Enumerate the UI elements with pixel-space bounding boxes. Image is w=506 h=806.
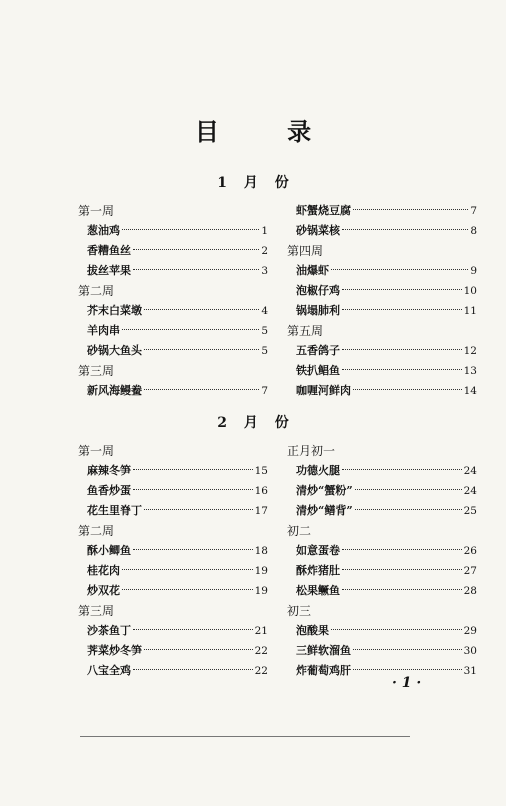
dot-leader xyxy=(342,309,462,310)
toc-entry[interactable] xyxy=(287,361,477,381)
dot-leader xyxy=(133,269,259,270)
toc-entry[interactable] xyxy=(287,641,477,661)
recipe-name: 五香鸽子 xyxy=(296,344,340,357)
toc-entry[interactable] xyxy=(287,301,477,321)
section-heading: 初二 xyxy=(287,524,312,538)
toc-entry[interactable] xyxy=(287,381,477,401)
toc-entry[interactable] xyxy=(78,301,268,321)
page-ref: 19 xyxy=(254,565,268,577)
toc-entry[interactable] xyxy=(287,261,477,281)
dot-leader xyxy=(144,509,253,510)
dot-leader xyxy=(342,569,462,570)
recipe-name: 油爆虾 xyxy=(296,264,329,277)
recipe-name: 松果鳜鱼 xyxy=(296,584,340,597)
page-ref: 14 xyxy=(463,385,477,397)
footer-rule xyxy=(80,736,410,737)
recipe-name: 咖喱河鲜肉 xyxy=(296,384,351,397)
page-ref: 11 xyxy=(463,305,477,317)
recipe-name: 新风海鳗鲞 xyxy=(87,384,142,397)
section-heading: 初三 xyxy=(287,604,312,618)
month-heading: 2 月 份 xyxy=(217,415,289,431)
toc-entry[interactable] xyxy=(78,501,268,521)
page-ref: 27 xyxy=(463,565,477,577)
dot-leader xyxy=(144,349,259,350)
dot-leader xyxy=(355,489,462,490)
toc-entry[interactable] xyxy=(78,581,268,601)
toc-entry[interactable] xyxy=(287,341,477,361)
section-heading: 第一周 xyxy=(78,204,115,218)
recipe-name: 如意蛋卷 xyxy=(296,544,340,557)
recipe-name: 芥末白菜墩 xyxy=(87,304,142,317)
toc-entry[interactable] xyxy=(287,541,477,561)
page-ref: 15 xyxy=(254,465,268,477)
section-heading: 正月初一 xyxy=(287,444,336,458)
page-ref: 25 xyxy=(463,505,477,517)
page-ref: 4 xyxy=(261,305,268,317)
page-number: · 1 · xyxy=(392,675,422,691)
dot-leader xyxy=(342,369,462,370)
month-heading: 1 月 份 xyxy=(217,175,289,191)
recipe-name: 锅塌肺利 xyxy=(296,304,340,317)
page-ref: 7 xyxy=(470,205,477,217)
page-ref: 5 xyxy=(261,345,268,357)
page-ref: 1 xyxy=(261,225,268,237)
toc-entry[interactable] xyxy=(287,561,477,581)
page-ref: 30 xyxy=(463,645,477,657)
recipe-name: 八宝全鸡 xyxy=(87,664,131,677)
toc-entry[interactable] xyxy=(78,241,268,261)
recipe-name: 铁扒鲳鱼 xyxy=(296,364,340,377)
dot-leader xyxy=(342,549,462,550)
dot-leader xyxy=(342,289,462,290)
recipe-name: 酥小鲫鱼 xyxy=(87,544,131,557)
toc-entry[interactable] xyxy=(287,501,477,521)
dot-leader xyxy=(122,229,259,230)
page-ref: 17 xyxy=(254,505,268,517)
recipe-name: 清炒“鳝背” xyxy=(296,504,353,517)
page-ref: 7 xyxy=(261,385,268,397)
recipe-name: 葱油鸡 xyxy=(87,224,120,237)
section-heading: 第二周 xyxy=(78,524,115,538)
dot-leader xyxy=(122,569,253,570)
toc-entry[interactable] xyxy=(78,221,268,241)
page-ref: 28 xyxy=(463,585,477,597)
page-ref: 16 xyxy=(254,485,268,497)
toc-entry[interactable] xyxy=(78,321,268,341)
toc-column xyxy=(78,441,268,681)
toc-entry[interactable] xyxy=(287,581,477,601)
page-ref: 9 xyxy=(470,265,477,277)
toc-entry[interactable] xyxy=(287,481,477,501)
toc-column xyxy=(287,201,477,401)
page-ref: 29 xyxy=(463,625,477,637)
recipe-name: 炒双花 xyxy=(87,584,120,597)
page-ref: 22 xyxy=(254,665,268,677)
page-ref: 26 xyxy=(463,545,477,557)
recipe-name: 香糟鱼丝 xyxy=(87,244,131,257)
recipe-name: 三鲜软溜鱼 xyxy=(296,644,351,657)
dot-leader xyxy=(342,229,468,230)
recipe-name: 炸葡萄鸡肝 xyxy=(296,664,351,677)
recipe-name: 羊肉串 xyxy=(87,324,120,337)
toc-entry[interactable] xyxy=(287,201,477,221)
page-ref: 21 xyxy=(254,625,268,637)
dot-leader xyxy=(133,669,253,670)
toc-entry[interactable] xyxy=(287,461,477,481)
section-heading: 第五周 xyxy=(287,324,324,338)
section-heading: 第三周 xyxy=(78,364,115,378)
page-ref: 12 xyxy=(463,345,477,357)
recipe-name: 麻辣冬笋 xyxy=(87,464,131,477)
recipe-name: 荠菜炒冬笋 xyxy=(87,644,142,657)
toc-entry[interactable] xyxy=(287,661,477,681)
toc-entry[interactable] xyxy=(287,621,477,641)
dot-leader xyxy=(342,589,462,590)
toc-entry[interactable] xyxy=(78,461,268,481)
toc-entry[interactable] xyxy=(287,221,477,241)
dot-leader xyxy=(133,489,253,490)
recipe-name: 沙茶鱼丁 xyxy=(87,624,131,637)
dot-leader xyxy=(353,389,462,390)
page-ref: 24 xyxy=(463,465,477,477)
page-ref: 24 xyxy=(463,485,477,497)
toc-entry[interactable] xyxy=(78,621,268,641)
toc-entry[interactable] xyxy=(78,481,268,501)
dot-leader xyxy=(144,649,253,650)
dot-leader xyxy=(355,509,462,510)
dot-leader xyxy=(353,669,462,670)
dot-leader xyxy=(133,249,259,250)
recipe-name: 花生里脊丁 xyxy=(87,504,142,517)
toc-entry[interactable] xyxy=(287,281,477,301)
recipe-name: 泡椒仔鸡 xyxy=(296,284,340,297)
dot-leader xyxy=(144,309,259,310)
recipe-name: 砂锅大鱼头 xyxy=(87,344,142,357)
dot-leader xyxy=(122,329,259,330)
recipe-name: 酥炸猪肚 xyxy=(296,564,340,577)
dot-leader xyxy=(353,209,468,210)
recipe-name: 鱼香炒蛋 xyxy=(87,484,131,497)
page-ref: 13 xyxy=(463,365,477,377)
recipe-name: 虾蟹烧豆腐 xyxy=(296,204,351,217)
page-ref: 3 xyxy=(261,265,268,277)
page-title: 目 录 xyxy=(194,117,342,146)
toc-entry[interactable] xyxy=(78,561,268,581)
page-ref: 8 xyxy=(470,225,477,237)
recipe-name: 功德火腿 xyxy=(296,464,340,477)
dot-leader xyxy=(331,629,462,630)
page-ref: 5 xyxy=(261,325,268,337)
recipe-name: 砂锅菜核 xyxy=(296,224,340,237)
page-ref: 2 xyxy=(261,245,268,257)
page-ref: 22 xyxy=(254,645,268,657)
toc-entry[interactable] xyxy=(78,381,268,401)
dot-leader xyxy=(342,469,462,470)
dot-leader xyxy=(331,269,468,270)
page-ref: 10 xyxy=(463,285,477,297)
section-heading: 第二周 xyxy=(78,284,115,298)
section-heading: 第四周 xyxy=(287,244,324,258)
toc-entry[interactable] xyxy=(78,641,268,661)
page-ref: 19 xyxy=(254,585,268,597)
recipe-name: 泡酸果 xyxy=(296,624,329,637)
page-ref: 31 xyxy=(463,665,477,677)
toc-entry[interactable] xyxy=(78,541,268,561)
dot-leader xyxy=(133,549,253,550)
toc-column xyxy=(78,201,268,401)
recipe-name: 拔丝苹果 xyxy=(87,264,131,277)
page-ref: 18 xyxy=(254,545,268,557)
section-heading: 第一周 xyxy=(78,444,115,458)
toc-entry[interactable] xyxy=(78,261,268,281)
dot-leader xyxy=(122,589,253,590)
toc-entry[interactable] xyxy=(78,341,268,361)
toc-column xyxy=(287,441,477,681)
dot-leader xyxy=(342,349,462,350)
dot-leader xyxy=(133,629,253,630)
recipe-name: 桂花肉 xyxy=(87,564,120,577)
section-heading: 第三周 xyxy=(78,604,115,618)
dot-leader xyxy=(353,649,462,650)
dot-leader xyxy=(144,389,259,390)
toc-entry[interactable] xyxy=(78,661,268,681)
dot-leader xyxy=(133,469,253,470)
recipe-name: 清炒“蟹粉” xyxy=(296,484,353,497)
